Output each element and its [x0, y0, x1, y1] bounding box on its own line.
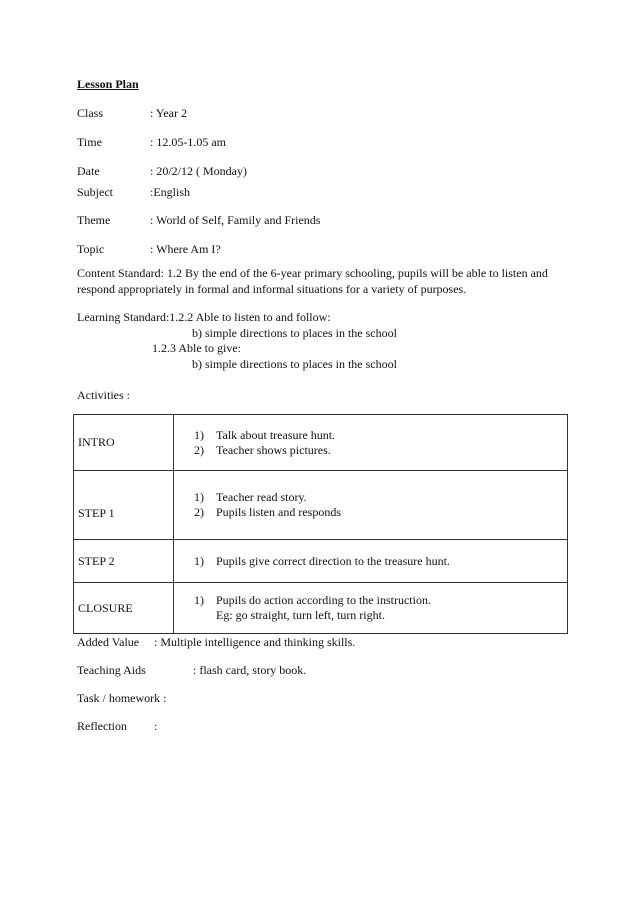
topic-label: Topic — [77, 242, 105, 256]
theme-label: Theme — [77, 213, 111, 227]
learning-standard-line1: Learning Standard:1.2.2 Able to listen to and follow: — [77, 310, 331, 324]
activities-label: Activities : — [77, 388, 130, 402]
step-item: 2) Pupils listen and responds — [194, 505, 341, 519]
added-value-label: Added Value — [77, 635, 140, 649]
steps-cell — [174, 415, 568, 471]
time-value: : 12.05-1.05 am — [150, 135, 226, 149]
reflection-value: : — [154, 719, 158, 733]
stage-cell: CLOSURE — [74, 583, 174, 634]
stage-cell: STEP 2 — [74, 540, 174, 583]
page-title: Lesson Plan — [77, 77, 139, 91]
step-item: 2) Teacher shows pictures. — [194, 442, 331, 457]
subject-label: Subject — [77, 185, 113, 199]
class-value: : Year 2 — [150, 106, 188, 120]
table-row — [74, 471, 568, 540]
date-label: Date — [77, 164, 100, 178]
table-row — [74, 540, 568, 583]
steps-cell — [174, 540, 568, 583]
step-item: 1) Teacher read story. — [194, 490, 307, 504]
step-example: Eg: go straight, turn left, turn right. — [216, 608, 385, 622]
stage-cell: INTRO — [74, 415, 174, 471]
task-label: Task / homework : — [77, 691, 167, 705]
step-item: 1) Pupils give correct direction to the treasure hunt. — [194, 553, 450, 568]
activities-table — [73, 414, 568, 634]
learning-standard-line4: b) simple directions to places in the school — [192, 357, 397, 371]
step-item: 1) Pupils do action according to the instruction. — [194, 593, 431, 607]
steps-cell — [174, 471, 568, 540]
content-standard-line1: Content Standard: 1.2 By the end of the 6-year primary schooling, pupils will be able to listen and — [77, 266, 548, 280]
topic-value: : Where Am I? — [150, 242, 221, 256]
learning-standard-line3: 1.2.3 Able to give: — [152, 341, 241, 355]
learning-standard-line2: b) simple directions to places in the school — [192, 326, 397, 340]
theme-value: : World of Self, Family and Friends — [150, 213, 321, 227]
class-label: Class — [77, 106, 104, 120]
stage-cell: STEP 1 — [74, 471, 174, 540]
reflection-label: Reflection — [77, 719, 127, 733]
content-standard-line2: respond appropriately in formal and informal situations for a variety of purposes. — [77, 282, 467, 296]
time-label: Time — [77, 135, 102, 149]
added-value-value: : Multiple intelligence and thinking skills. — [154, 635, 356, 649]
table-row — [74, 415, 568, 471]
table-row — [74, 583, 568, 634]
teaching-aids-label: Teaching Aids — [77, 663, 146, 677]
step-item: 1) Talk about treasure hunt. — [194, 427, 336, 442]
date-value: : 20/2/12 ( Monday) — [150, 164, 247, 178]
subject-value: :English — [150, 185, 191, 199]
teaching-aids-value: : flash card, story book. — [193, 663, 307, 677]
steps-cell — [174, 583, 568, 634]
